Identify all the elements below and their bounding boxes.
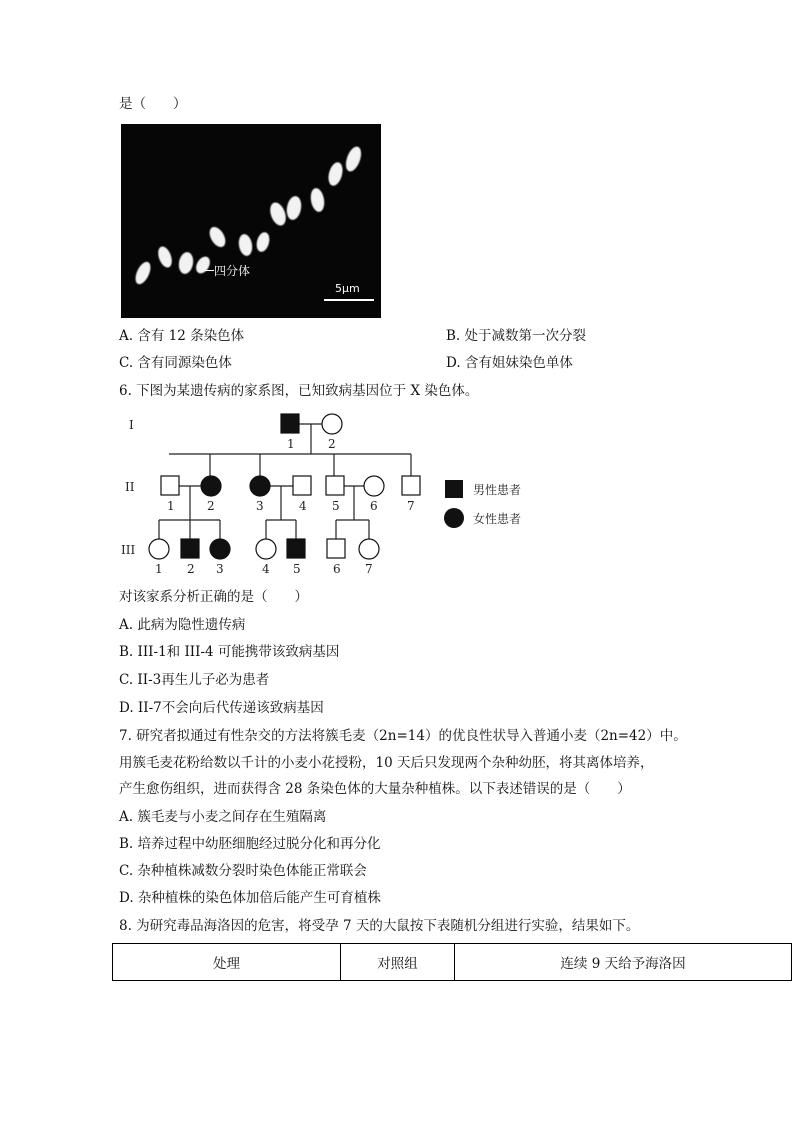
gen-label-3: III	[121, 543, 136, 557]
gen1-female	[322, 414, 342, 434]
svg-text:2: 2	[207, 499, 215, 513]
svg-text:3: 3	[256, 499, 264, 513]
q5-option-c[interactable]: C. 含有同源染色体	[119, 355, 232, 371]
table-header-control: 对照组	[341, 944, 455, 981]
gen3-female	[256, 539, 276, 559]
svg-text:6: 6	[333, 562, 341, 576]
q7-option-b[interactable]: B. 培养过程中幼胚细胞经过脱分化和再分化	[119, 836, 381, 852]
legend-male-label: 男性患者	[473, 483, 522, 497]
q6-option-d[interactable]: D. II-7不会向后代传递该致病基因	[119, 700, 324, 716]
q7-option-c[interactable]: C. 杂种植株减数分裂时染色体能正常联会	[119, 863, 367, 879]
tetrad-label: 四分体	[214, 264, 251, 278]
gen-label-1: I	[129, 418, 134, 432]
q6-option-b[interactable]: B. III-1和 III-4 可能携带该致病基因	[119, 644, 340, 660]
svg-text:1: 1	[167, 499, 175, 513]
svg-text:1: 1	[287, 437, 295, 451]
gen3-female	[149, 539, 169, 559]
svg-text:5: 5	[293, 562, 301, 576]
q6-option-c[interactable]: C. II-3再生儿子必为患者	[119, 672, 270, 688]
svg-text:4: 4	[262, 562, 270, 576]
q6-stem: 6. 下图为某遗传病的家系图，已知致病基因位于 X 染色体。	[119, 383, 479, 399]
gen3-male	[327, 539, 345, 558]
svg-text:7: 7	[407, 499, 415, 513]
gen2-male	[161, 476, 179, 495]
q8-stem: 8. 为研究毒品海洛因的危害，将受孕 7 天的大鼠按下表随机分组进行实验，结果如下。	[119, 918, 640, 934]
gen-label-2: II	[125, 480, 135, 494]
table-header-treatment: 处理	[113, 944, 341, 981]
legend-male-icon	[445, 480, 463, 498]
gen2-male	[326, 476, 344, 495]
q5-option-b[interactable]: B. 处于减数第一次分裂	[446, 328, 587, 344]
q6-question: 对该家系分析正确的是（ ）	[119, 589, 308, 605]
svg-text:6: 6	[370, 499, 378, 513]
label-pointer	[205, 270, 214, 271]
svg-text:5: 5	[332, 499, 340, 513]
legend-female-label: 女性患者	[473, 512, 522, 526]
pedigree-chart	[115, 408, 555, 576]
q7-stem-line-2: 用簇毛麦花粉给数以千计的小麦小花授粉，10 天后只发现两个杂种幼胚，将其离体培养，	[119, 755, 654, 771]
gen3-female	[359, 539, 379, 559]
scale-label: 5μm	[335, 282, 360, 295]
q6-option-a[interactable]: A. 此病为隐性遗传病	[119, 617, 246, 633]
scale-bar	[324, 299, 374, 301]
svg-text:2: 2	[328, 437, 336, 451]
chromosome-micrograph	[121, 124, 381, 318]
q7-option-a[interactable]: A. 簇毛麦与小麦之间存在生殖隔离	[119, 809, 327, 825]
svg-text:4: 4	[299, 499, 307, 513]
gen2-male	[402, 476, 420, 495]
q5-option-d[interactable]: D. 含有姐妹染色单体	[446, 355, 573, 371]
q5-option-a[interactable]: A. 含有 12 条染色体	[119, 328, 245, 344]
gen3-female-affected	[210, 539, 230, 559]
experiment-table	[112, 943, 792, 981]
gen2-female	[364, 476, 384, 496]
gen2-female-affected	[201, 476, 221, 496]
svg-text:1: 1	[155, 562, 163, 576]
legend-female-icon	[444, 508, 464, 528]
svg-text:2: 2	[187, 562, 195, 576]
gen3-male-affected	[287, 539, 305, 558]
q7-stem-line-1: 7. 研究者拟通过有性杂交的方法将簇毛麦（2n=14）的优良性状导入普通小麦（2n=42）中。	[119, 728, 687, 744]
gen2-male	[293, 476, 311, 495]
gen1-male-affected	[281, 414, 299, 433]
q5-stem-tail: 是（ ）	[119, 96, 187, 112]
q7-option-d[interactable]: D. 杂种植株的染色体加倍后能产生可育植株	[119, 890, 381, 906]
gen2-female-affected	[250, 476, 270, 496]
gen3-male-affected	[181, 539, 199, 558]
svg-text:3: 3	[216, 562, 224, 576]
table-header-heroin: 连续 9 天给予海洛因	[455, 944, 792, 981]
svg-text:7: 7	[365, 562, 373, 576]
q7-stem-line-3: 产生愈伤组织，进而获得含 28 条染色体的大量杂种植株。以下表述错误的是（ ）	[119, 781, 631, 797]
